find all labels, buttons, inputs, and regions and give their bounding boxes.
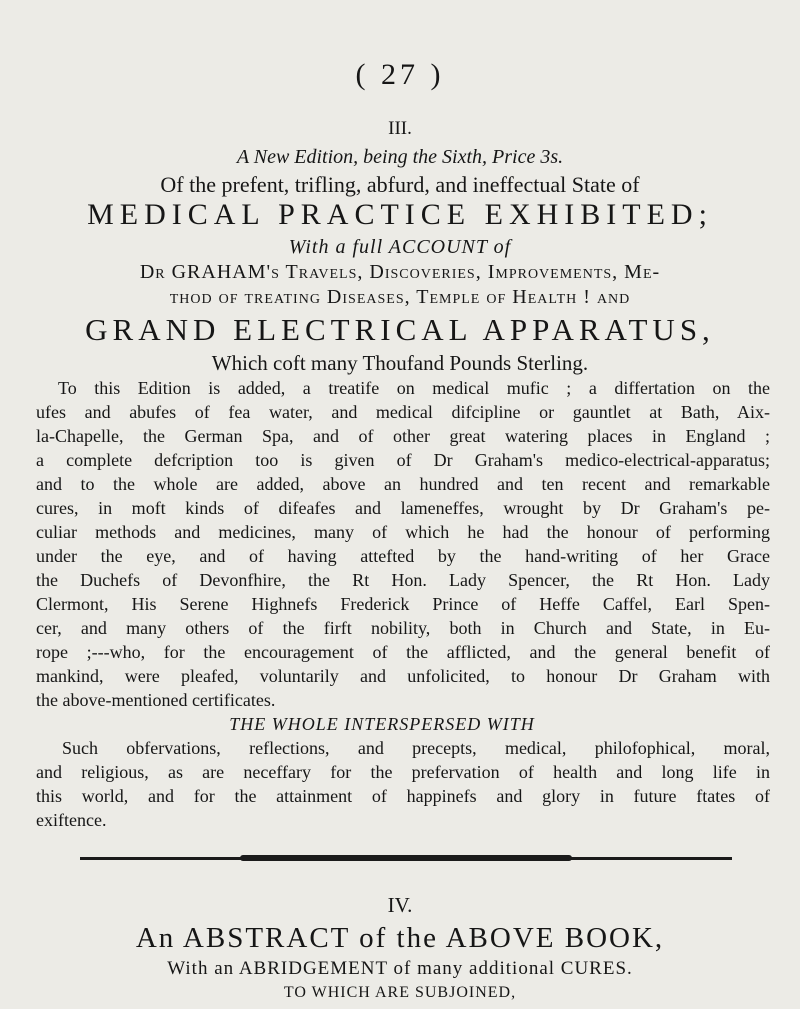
body-line: and to the whole are added, above an hundred and ten recent and remarkable	[36, 474, 770, 494]
edition-line: A New Edition, being the Sixth, Price 3s.	[236, 146, 564, 168]
body-line: la-Chapelle, the German Spa, and of other great watering places in England ;	[36, 426, 770, 446]
cost-line: Which coft many Thoufand Pounds Sterling.	[211, 351, 589, 375]
method-line: thod of treating Diseases, Temple of Health ! and	[169, 286, 631, 308]
travels-line: Dr GRAHAM's Travels, Discoveries, Improvements, Me-	[139, 261, 661, 283]
body-line: the above-mentioned certificates.	[36, 690, 276, 710]
apparatus-title: GRAND ELECTRICAL APPARATUS,	[85, 312, 715, 347]
section-4-title: An ABSTRACT of the ABOVE BOOK,	[135, 922, 665, 954]
section-3-title: MEDICAL PRACTICE EXHIBITED;	[87, 198, 713, 231]
section-3-subtitle: Of the prefent, trifling, abfurd, and ineffectual State of	[160, 172, 640, 197]
body-line: Clermont, His Serene Highnefs Frederick Prince of Heffe Caffel, Earl Spen-	[36, 594, 770, 614]
section-3-numeral: III.	[388, 118, 412, 139]
section-4-tail: TO WHICH ARE SUBJOINED,	[283, 984, 517, 1001]
page-number: ( 27 )	[355, 58, 445, 91]
closing-line: Such obfervations, reflections, and precepts, medical, philofophical, moral,	[62, 738, 770, 758]
body-line: a complete defcription too is given of Dr Graham's medico-electrical-apparatus;	[36, 450, 770, 470]
closing-line: exiftence.	[36, 810, 107, 830]
body-line: the Duchefs of Devonfhire, the Rt Hon. Lady Spencer, the Rt Hon. Lady	[36, 570, 770, 590]
interspersed-heading: THE WHOLE INTERSPERSED WITH	[229, 714, 535, 734]
body-line: culiar methods and medicines, many of which he had the honour of performing	[36, 522, 770, 542]
closing-line: and religious, as are neceffary for the prefervation of health and long life in	[36, 762, 770, 782]
body-line: under the eye, and of having attefted by the hand-writing of her Grace	[36, 546, 770, 566]
section-4-numeral: IV.	[387, 893, 413, 917]
body-line: cer, and many others of the firft nobility, both in Church and State, in Eu-	[36, 618, 770, 638]
body-line: ufes and abufes of fea water, and medical difcipline or gauntlet at Bath, Aix-	[36, 402, 770, 422]
closing-line: this world, and for the attainment of happinefs and glory in future ftates of	[36, 786, 770, 806]
section-divider	[80, 855, 732, 861]
section-4-subtitle: With an ABRIDGEMENT of many additional CURES.	[167, 958, 633, 979]
body-line: mankind, were pleafed, voluntarily and unfolicited, to honour Dr Graham with	[36, 666, 770, 686]
body-line: cures, in moft kinds of difeafes and lameneffes, wrought by Dr Graham's pe-	[36, 498, 770, 518]
body-line: rope ;---who, for the encouragement of the afflicted, and the general benefit of	[36, 642, 770, 662]
with-account-line: With a full ACCOUNT of	[288, 236, 512, 258]
body-line: To this Edition is added, a treatife on medical mufic ; a differtation on the	[58, 378, 770, 398]
